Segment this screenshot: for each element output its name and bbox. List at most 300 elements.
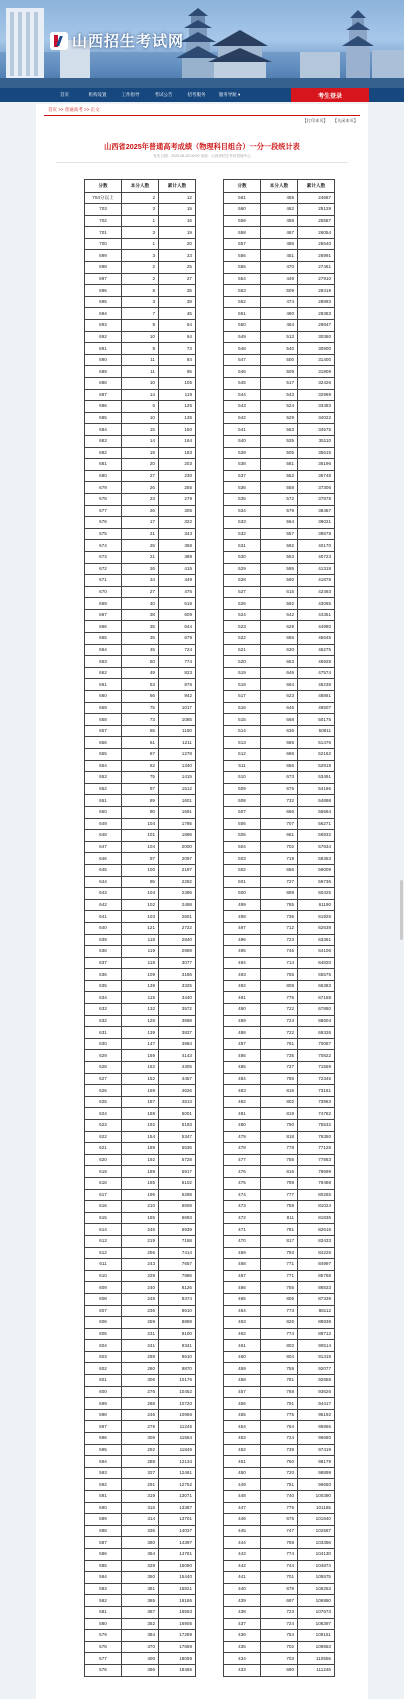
cell-count: 23 xyxy=(122,493,159,505)
table-row xyxy=(224,1235,335,1247)
cell-cumulative: 35 xyxy=(159,285,196,297)
cell-score: 546 xyxy=(224,366,261,378)
cell-score: 541 xyxy=(224,424,261,436)
table-row xyxy=(224,1606,335,1618)
cell-count: 121 xyxy=(122,922,159,934)
cell-count: 712 xyxy=(261,922,298,934)
table-row xyxy=(85,517,196,529)
cell-cumulative: 3077 xyxy=(159,957,196,969)
cell-cumulative: 11846 xyxy=(159,1444,196,1456)
table-row xyxy=(85,957,196,969)
cell-score: 508 xyxy=(224,795,261,807)
cell-count: 778 xyxy=(261,1143,298,1155)
table-row xyxy=(85,354,196,366)
cell-cumulative: 29383 xyxy=(298,308,335,320)
table-row xyxy=(224,1363,335,1375)
cell-count: 246 xyxy=(122,1409,159,1421)
cell-score: 517 xyxy=(224,691,261,703)
cell-count: 826 xyxy=(261,1317,298,1329)
cell-count: 781 xyxy=(261,1224,298,1236)
cell-score: 621 xyxy=(85,1143,122,1155)
cell-score: 467 xyxy=(224,1270,261,1282)
cell-count: 187 xyxy=(122,1096,159,1108)
table-row xyxy=(224,946,335,958)
cell-count: 802 xyxy=(261,1340,298,1352)
cell-cumulative: 4305 xyxy=(159,1062,196,1074)
cell-count: 564 xyxy=(261,517,298,529)
nav-item-home[interactable]: 首页 xyxy=(60,92,69,97)
table-row xyxy=(85,1259,196,1271)
table-row xyxy=(224,864,335,876)
cell-cumulative: 81024 xyxy=(298,1201,335,1213)
cell-cumulative: 5536 xyxy=(159,1143,196,1155)
cell-cumulative: 108397 xyxy=(298,1618,335,1630)
cell-score: 557 xyxy=(224,238,261,250)
table-row xyxy=(224,1038,335,1050)
cell-count: 750 xyxy=(261,1120,298,1132)
table-row xyxy=(85,378,196,390)
cell-cumulative: 40170 xyxy=(298,540,335,552)
cell-score: 596 xyxy=(85,1433,122,1445)
cell-score: 674 xyxy=(85,540,122,552)
cell-count: 38 xyxy=(122,609,159,621)
cell-cumulative: 97419 xyxy=(298,1444,335,1456)
cell-cumulative: 54898 xyxy=(298,795,335,807)
cell-count: 229 xyxy=(122,1270,159,1282)
table-row xyxy=(85,830,196,842)
table-row xyxy=(85,424,196,436)
cell-count: 623 xyxy=(261,691,298,703)
table-row xyxy=(224,331,335,343)
table-row xyxy=(85,1282,196,1294)
table-row xyxy=(224,656,335,668)
cell-count: 154 xyxy=(122,1131,159,1143)
cell-cumulative: 67158 xyxy=(298,992,335,1004)
cell-cumulative: 18059 xyxy=(159,1653,196,1665)
cell-cumulative: 29847 xyxy=(298,320,335,332)
cell-count: 185 xyxy=(122,1177,159,1189)
cell-count: 509 xyxy=(261,285,298,297)
cell-score: 592 xyxy=(85,1479,122,1491)
cell-count: 269 xyxy=(122,1351,159,1363)
cell-cumulative: 449 xyxy=(159,575,196,587)
cell-cumulative: 644 xyxy=(159,621,196,633)
cell-cumulative: 48861 xyxy=(298,691,335,703)
cell-score: 556 xyxy=(224,250,261,262)
cell-cumulative: 415 xyxy=(159,563,196,575)
cell-score: 456 xyxy=(224,1398,261,1410)
cell-cumulative: 69326 xyxy=(298,1027,335,1039)
cell-cumulative: 70087 xyxy=(298,1038,335,1050)
cell-score: 636 xyxy=(85,969,122,981)
cell-cumulative: 45645 xyxy=(298,633,335,645)
cell-cumulative: 14761 xyxy=(159,1548,196,1560)
cell-count: 34 xyxy=(122,575,159,587)
table-row xyxy=(85,250,196,262)
cell-count: 364 xyxy=(122,1548,159,1560)
table-row xyxy=(85,934,196,946)
cell-count: 26 xyxy=(122,482,159,494)
cell-score: 509 xyxy=(224,783,261,795)
cell-score: 613 xyxy=(85,1235,122,1247)
cell-count: 689 xyxy=(261,888,298,900)
table-row xyxy=(85,679,196,691)
cell-cumulative: 109853 xyxy=(298,1641,335,1653)
cell-count: 73 xyxy=(122,714,159,726)
main-nav xyxy=(0,88,404,102)
cell-cumulative: 12752 xyxy=(159,1479,196,1491)
cell-cumulative: 49507 xyxy=(298,702,335,714)
cell-score: 579 xyxy=(85,1630,122,1642)
table-row xyxy=(224,1467,335,1479)
table-row xyxy=(85,899,196,911)
cell-score: 649 xyxy=(85,818,122,830)
cell-score: 658 xyxy=(85,714,122,726)
table-row xyxy=(224,1085,335,1097)
cell-count: 352 xyxy=(122,1618,159,1630)
cell-score: 534 xyxy=(224,505,261,517)
table-row xyxy=(224,934,335,946)
cell-score: 522 xyxy=(224,633,261,645)
column-header-count: 本分人数 xyxy=(261,180,298,193)
table-row xyxy=(224,598,335,610)
cell-cumulative: 73963 xyxy=(298,1096,335,1108)
cell-score: 676 xyxy=(85,517,122,529)
cell-cumulative: 34575 xyxy=(298,424,335,436)
cell-cumulative: 230 xyxy=(159,470,196,482)
column-header-count: 本分人数 xyxy=(122,180,159,193)
cell-cumulative: 43085 xyxy=(298,598,335,610)
cell-score: 500 xyxy=(224,888,261,900)
table-row xyxy=(224,691,335,703)
cell-score: 514 xyxy=(224,725,261,737)
table-row xyxy=(224,911,335,923)
cell-cumulative: 30900 xyxy=(298,343,335,355)
cell-count: 102 xyxy=(122,899,159,911)
cell-count: 196 xyxy=(122,1189,159,1201)
table-row xyxy=(224,1120,335,1132)
cell-cumulative: 2097 xyxy=(159,853,196,865)
table-row xyxy=(85,1108,196,1120)
cell-cumulative: 1512 xyxy=(159,783,196,795)
table-row xyxy=(85,1618,196,1630)
table-row xyxy=(85,911,196,923)
cell-count: 661 xyxy=(261,830,298,842)
table-row xyxy=(85,1653,196,1665)
cell-cumulative: 6693 xyxy=(159,1212,196,1224)
cell-score: 643 xyxy=(85,888,122,900)
cell-count: 500 xyxy=(261,354,298,366)
cell-count: 553 xyxy=(261,551,298,563)
cell-count: 370 xyxy=(122,1641,159,1653)
table-row xyxy=(224,818,335,830)
cell-cumulative: 27910 xyxy=(298,273,335,285)
cell-cumulative: 256 xyxy=(159,482,196,494)
table-row xyxy=(224,1491,335,1503)
cell-cumulative: 18455 xyxy=(159,1664,196,1676)
cell-count: 50 xyxy=(122,656,159,668)
cell-score: 450 xyxy=(224,1467,261,1479)
breadcrumb-category[interactable]: 普通高考 xyxy=(64,107,83,112)
cell-cumulative: 1017 xyxy=(159,702,196,714)
cell-cumulative: 26991 xyxy=(298,250,335,262)
cell-cumulative: 47574 xyxy=(298,667,335,679)
cell-count: 162 xyxy=(122,1062,159,1074)
table-row xyxy=(224,1027,335,1039)
table-row xyxy=(85,609,196,621)
cell-count: 139 xyxy=(122,1027,159,1039)
cell-cumulative: 30360 xyxy=(298,331,335,343)
cell-cumulative: 67880 xyxy=(298,1004,335,1016)
cell-count: 673 xyxy=(261,772,298,784)
cell-count: 350 xyxy=(122,1572,159,1584)
table-row xyxy=(224,1351,335,1363)
cell-score: 655 xyxy=(85,749,122,761)
cell-cumulative: 99650 xyxy=(298,1479,335,1491)
cell-cumulative: 7886 xyxy=(159,1270,196,1282)
cell-score: 607 xyxy=(85,1305,122,1317)
cell-cumulative: 11554 xyxy=(159,1433,196,1445)
table-row xyxy=(224,540,335,552)
cell-score: 584 xyxy=(85,1572,122,1584)
cell-cumulative: 105575 xyxy=(298,1572,335,1584)
cell-score: 585 xyxy=(85,1560,122,1572)
cell-cumulative: 1691 xyxy=(159,806,196,818)
cell-count: 642 xyxy=(261,609,298,621)
cell-cumulative: 16 xyxy=(159,215,196,227)
cell-cumulative: 33493 xyxy=(298,401,335,413)
article-meta: 发布日期：2025-06-25 09:00 来源：山西省招生考试管理中心 xyxy=(153,154,251,158)
cell-count: 103 xyxy=(122,911,159,923)
table-row xyxy=(85,551,196,563)
site-logo[interactable] xyxy=(50,30,184,51)
nav-item-service-navigation[interactable]: 服务导航 ▾ xyxy=(218,92,241,97)
breadcrumb-home[interactable]: 首页 xyxy=(48,107,57,112)
cell-score: 479 xyxy=(224,1131,261,1143)
cell-cumulative: 3698 xyxy=(159,1015,196,1027)
cell-score: 617 xyxy=(85,1189,122,1201)
table-row xyxy=(224,192,335,204)
cell-count: 703 xyxy=(261,1653,298,1665)
cell-cumulative: 5917 xyxy=(159,1166,196,1178)
cell-score: 466 xyxy=(224,1282,261,1294)
cell-score: 537 xyxy=(224,470,261,482)
cell-cumulative: 9341 xyxy=(159,1340,196,1352)
cell-score: 593 xyxy=(85,1467,122,1479)
cell-cumulative: 322 xyxy=(159,517,196,529)
cell-score: 437 xyxy=(224,1618,261,1630)
cell-cumulative: 31909 xyxy=(298,366,335,378)
table-row xyxy=(224,1653,335,1665)
cell-count: 2 xyxy=(122,262,159,274)
table-row xyxy=(85,633,196,645)
cell-score: 629 xyxy=(85,1050,122,1062)
cell-cumulative: 119 xyxy=(159,389,196,401)
cell-cumulative: 150 xyxy=(159,424,196,436)
cell-count: 768 xyxy=(261,1386,298,1398)
table-row xyxy=(224,1340,335,1352)
cell-count: 543 xyxy=(261,389,298,401)
cell-count: 737 xyxy=(261,1062,298,1074)
cell-count: 690 xyxy=(261,1664,298,1676)
cell-count: 732 xyxy=(261,795,298,807)
table-row xyxy=(224,633,335,645)
table-row xyxy=(224,1456,335,1468)
cell-score: 476 xyxy=(224,1166,261,1178)
table-row xyxy=(224,772,335,784)
cell-score: 704分以上 xyxy=(85,192,122,204)
cell-score: 631 xyxy=(85,1027,122,1039)
cell-count: 132 xyxy=(122,1004,159,1016)
table-row xyxy=(85,876,196,888)
score-table-right xyxy=(223,179,335,1677)
cell-count: 17 xyxy=(122,517,159,529)
cell-count: 259 xyxy=(122,1317,159,1329)
cell-cumulative: 80265 xyxy=(298,1189,335,1201)
cell-cumulative: 87339 xyxy=(298,1293,335,1305)
cell-score: 454 xyxy=(224,1421,261,1433)
cell-cumulative: 45 xyxy=(159,308,196,320)
cell-cumulative: 1150 xyxy=(159,725,196,737)
cell-score: 504 xyxy=(224,841,261,853)
cell-cumulative: 679 xyxy=(159,633,196,645)
cell-cumulative: 1795 xyxy=(159,818,196,830)
cell-cumulative: 53491 xyxy=(298,772,335,784)
cell-score: 634 xyxy=(85,992,122,1004)
cell-count: 40 xyxy=(122,598,159,610)
login-button[interactable]: 考生登录 xyxy=(291,88,369,102)
cell-cumulative: 36196 xyxy=(298,459,335,471)
cell-score: 604 xyxy=(85,1340,122,1352)
cell-cumulative: 4813 xyxy=(159,1096,196,1108)
cell-cumulative: 50811 xyxy=(298,725,335,737)
cell-cumulative: 77128 xyxy=(298,1143,335,1155)
table-row xyxy=(85,1641,196,1653)
cell-cumulative: 8126 xyxy=(159,1282,196,1294)
cell-cumulative: 4457 xyxy=(159,1073,196,1085)
cell-cumulative: 516 xyxy=(159,598,196,610)
cell-score: 656 xyxy=(85,737,122,749)
cell-count: 458 xyxy=(261,215,298,227)
cell-count: 774 xyxy=(261,1548,298,1560)
cell-score: 667 xyxy=(85,609,122,621)
table-row xyxy=(85,795,196,807)
table-row xyxy=(85,528,196,540)
cell-score: 616 xyxy=(85,1201,122,1213)
table-row xyxy=(85,1606,196,1618)
table-row xyxy=(224,238,335,250)
cell-score: 507 xyxy=(224,806,261,818)
nav-item-guidance[interactable]: 工作指导 xyxy=(121,92,140,97)
cell-count: 327 xyxy=(122,1467,159,1479)
cell-count: 764 xyxy=(261,1421,298,1433)
table-row xyxy=(85,238,196,250)
cell-count: 771 xyxy=(261,1270,298,1282)
cell-score: 481 xyxy=(224,1108,261,1120)
cell-score: 501 xyxy=(224,876,261,888)
table-row xyxy=(224,969,335,981)
header-banner xyxy=(0,0,404,88)
cell-count: 791 xyxy=(261,1398,298,1410)
cell-cumulative: 279 xyxy=(159,493,196,505)
table-row xyxy=(85,1664,196,1676)
cell-cumulative: 13071 xyxy=(159,1491,196,1503)
table-row xyxy=(85,1502,196,1514)
nav-item-organization[interactable]: 机构设置 xyxy=(88,92,107,97)
cell-cumulative: 95192 xyxy=(298,1409,335,1421)
cell-score: 538 xyxy=(224,459,261,471)
print-page-link[interactable]: 【打印本页】 xyxy=(302,118,328,123)
cell-count: 769 xyxy=(261,1537,298,1549)
cell-count: 592 xyxy=(261,540,298,552)
cell-score: 484 xyxy=(224,1073,261,1085)
cell-cumulative: 88938 xyxy=(298,1317,335,1329)
cell-score: 554 xyxy=(224,273,261,285)
cell-count: 719 xyxy=(261,853,298,865)
cell-count: 2 xyxy=(122,192,159,204)
table-row xyxy=(224,783,335,795)
cell-count: 818 xyxy=(261,1131,298,1143)
cell-score: 650 xyxy=(85,806,122,818)
table-row xyxy=(224,888,335,900)
cell-cumulative: 38 xyxy=(159,296,196,308)
nav-item-exam-notices[interactable]: 考试公告 xyxy=(154,92,173,97)
cell-cumulative: 76350 xyxy=(298,1131,335,1143)
nav-item-admission-service[interactable]: 招考服务 xyxy=(187,92,206,97)
table-row xyxy=(85,772,196,784)
cell-score: 625 xyxy=(85,1096,122,1108)
cell-cumulative: 110556 xyxy=(298,1653,335,1665)
cell-cumulative: 46928 xyxy=(298,656,335,668)
cell-score: 598 xyxy=(85,1409,122,1421)
cell-count: 714 xyxy=(261,957,298,969)
cell-count: 10 xyxy=(122,378,159,390)
table-row xyxy=(224,795,335,807)
table-row xyxy=(224,922,335,934)
cell-score: 645 xyxy=(85,864,122,876)
cell-cumulative: 98899 xyxy=(298,1467,335,1479)
cell-cumulative: 3440 xyxy=(159,992,196,1004)
cell-count: 27 xyxy=(122,470,159,482)
cell-score: 670 xyxy=(85,586,122,598)
table-row xyxy=(85,1073,196,1085)
table-row xyxy=(224,1525,335,1537)
cell-count: 276 xyxy=(122,1386,159,1398)
cell-cumulative: 98179 xyxy=(298,1456,335,1468)
cell-cumulative: 17289 xyxy=(159,1630,196,1642)
cell-score: 488 xyxy=(224,1027,261,1039)
cell-count: 6 xyxy=(122,401,159,413)
table-row xyxy=(224,1421,335,1433)
cell-count: 736 xyxy=(261,911,298,923)
cell-cumulative: 3837 xyxy=(159,1027,196,1039)
cell-score: 435 xyxy=(224,1641,261,1653)
cell-cumulative: 66383 xyxy=(298,980,335,992)
cell-score: 611 xyxy=(85,1259,122,1271)
cell-cumulative: 73161 xyxy=(298,1085,335,1097)
cell-cumulative: 12134 xyxy=(159,1456,196,1468)
cell-cumulative: 63361 xyxy=(298,934,335,946)
close-page-link[interactable]: 【关闭本页】 xyxy=(332,118,358,123)
scrollbar-thumb[interactable] xyxy=(400,880,403,940)
cell-count: 686 xyxy=(261,749,298,761)
table-row xyxy=(85,1340,196,1352)
table-row xyxy=(224,262,335,274)
table-row xyxy=(85,737,196,749)
cell-cumulative: 101165 xyxy=(298,1502,335,1514)
cell-score: 550 xyxy=(224,320,261,332)
cell-score: 682 xyxy=(85,447,122,459)
